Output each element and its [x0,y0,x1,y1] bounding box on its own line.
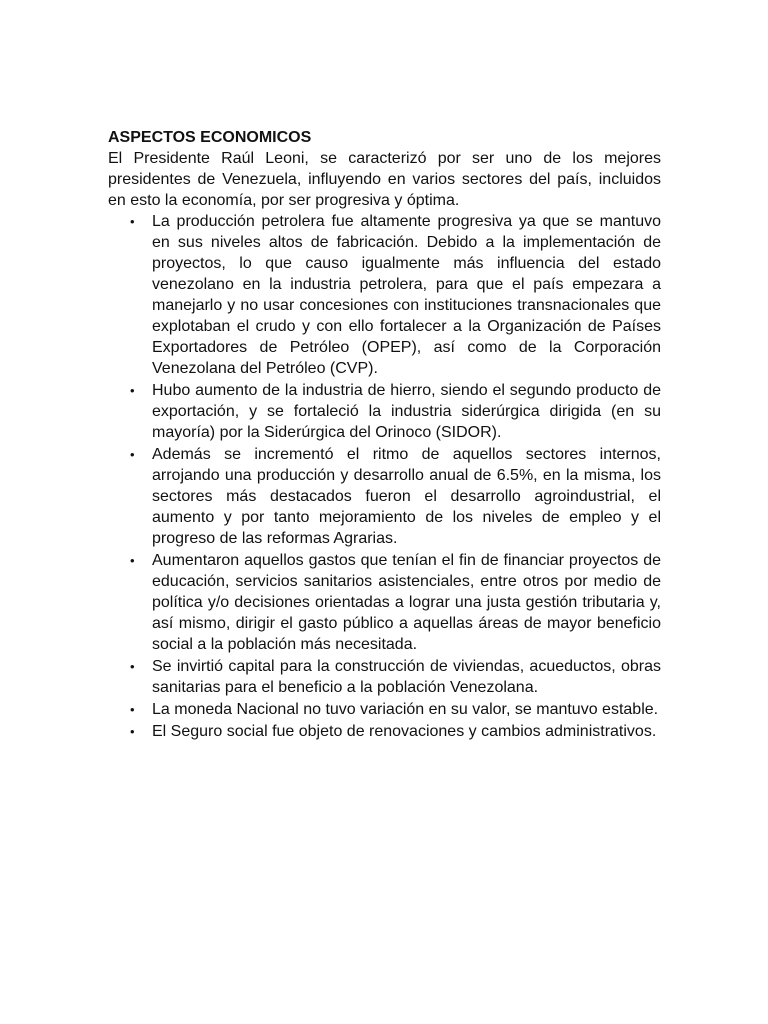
list-item [108,656,661,698]
section-heading: ASPECTOS ECONOMICOS [108,129,312,146]
intro-paragraph: El Presidente Raúl Leoni, se caracterizó por ser uno de los mejores presidentes de Venezuela, influyendo en varios sectores del país, incluidos en esto la economía, por ser progresiva y óptima. [108,150,661,209]
list-item-text: La producción petrolera fue altamente progresiva ya que se mantuvo en sus niveles altos de fabricación. Debido a la implementación de proyectos, lo que causo igualmente más influencia del estado venezolano en la industria petrolera, para que el país empezara a manejarlo y no usar concesiones con instituciones transnacionales que explotaban el crudo y con ello fortalecer a la Organización de Países Exportadores de Petróleo (OPEP), así como de la Corporación Venezolana del Petróleo (CVP). [152,213,661,377]
list-item-text: Se invirtió capital para la construcción de viviendas, acueductos, obras sanitarias para el beneficio a la población Venezolana. [152,658,661,696]
list-item-text: Aumentaron aquellos gastos que tenían el fin de financiar proyectos de educación, servicios sanitarios asistenciales, entre otros por medio de política y/o decisiones orientadas a lograr una justa gestión tributaria y, así mismo, dirigir el gasto público a aquellas áreas de mayor beneficio social a la población más necesitada. [152,552,661,653]
bullet-list [108,211,661,742]
bullet-icon: • [130,659,135,674]
bullet-icon: • [130,553,135,568]
list-item-text: Hubo aumento de la industria de hierro, siendo el segundo producto de exportación, y se fortaleció la industria siderúrgica dirigida (en su mayoría) por la Siderúrgica del Orinoco (SIDOR). [152,382,661,441]
list-item-text: El Seguro social fue objeto de renovaciones y cambios administrativos. [152,723,657,740]
list-item-text: Además se incrementó el ritmo de aquellos sectores internos, arrojando una producción y desarrollo anual de 6.5%, en la misma, los sectores más destacados fueron el desarrollo agroindustrial, el aumento y por tanto mejoramiento de los niveles de empleo y el progreso de las reformas Agrarias. [152,446,661,547]
list-item [108,380,661,443]
list-item [108,721,661,742]
bullet-icon: • [130,702,135,717]
list-item-text: La moneda Nacional no tuvo variación en su valor, se mantuvo estable. [152,701,659,718]
bullet-icon: • [130,447,135,462]
bullet-icon: • [130,383,135,398]
bullet-icon: • [130,724,135,739]
document-page [108,127,661,742]
list-item [108,699,661,720]
bullet-icon: • [130,214,135,229]
list-item [108,550,661,655]
list-item [108,444,661,549]
list-item [108,211,661,379]
